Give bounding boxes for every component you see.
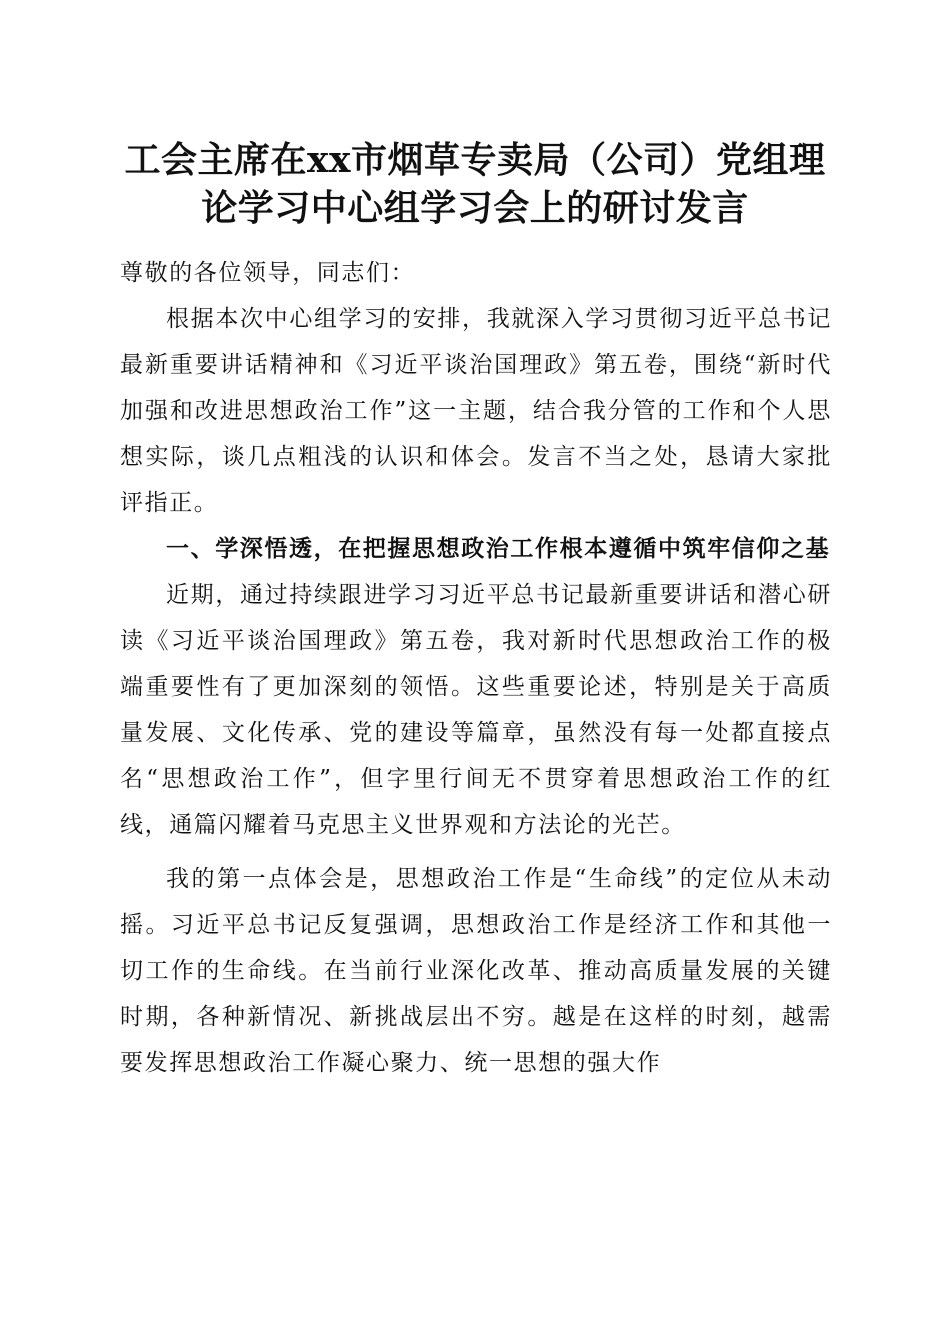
document-title [100, 136, 850, 232]
paragraph-1: 近期，通过持续跟进学习习近平总书记最新重要讲话和潜心研读《习近平谈治国理政》第五卷，我对新时代思想政治工作的极端重要性有了更加深刻的领悟。这些重要论述，特别是关于高质量发展、文化传承、党的建设等篇章，虽然没有每一处都直接点名“思想政治工作”，但字里行间无不贯穿着思想政治工作的红线，通篇闪耀着马克思主义世界观和方法论的光芒。 [120, 582, 832, 838]
salutation: 尊敬的各位领导，同志们： [120, 260, 416, 286]
document-body [120, 250, 832, 1086]
title-line-2: 论学习中心组学习会上的研讨发言 [201, 187, 749, 229]
section-heading-1: 一、学深悟透，在把握思想政治工作根本遵循中筑牢信仰之基 [166, 535, 831, 562]
paragraph-2: 我的第一点体会是，思想政治工作是“生命线”的定位从未动摇。习近平总书记反复强调，思想政治工作是经济工作和其他一切工作的生命线。在当前行业深化改革、推动高质量发展的关键时期，各种新情况、新挑战层出不穷。越是在这样的时刻，越需要发挥思想政治工作凝心聚力、统一思想的强大作 [120, 866, 832, 1076]
title-line-1: 工会主席在xx市烟草专卖局（公司）党组理 [124, 139, 826, 181]
intro-paragraph: 根据本次中心组学习的安排，我就深入学习贯彻习近平总书记最新重要讲话精神和《习近平谈治国理政》第五卷，围绕“新时代加强和改进思想政治工作”这一主题，结合我分管的工作和个人思想实际，谈几点粗浅的认识和体会。发言不当之处，恳请大家批评指正。 [120, 306, 832, 516]
